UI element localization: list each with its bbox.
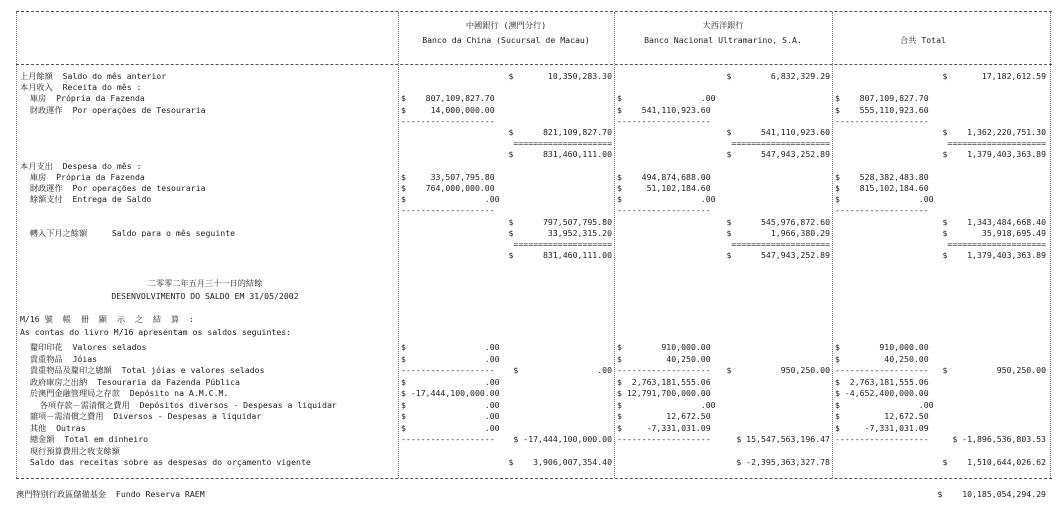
cell-boc-tot: $ 831,460,111.00: [508, 149, 612, 160]
cell-bnu-sub: $ .00: [617, 93, 716, 104]
column-divider: [398, 12, 399, 478]
row-label: 政府庫房之出納 Tesouraria da Fazenda Pública: [20, 376, 240, 387]
cell-boc-tot: $ 10,350,283.30: [508, 71, 612, 81]
cell-tot-sub: $ 2,763,181,555.06: [835, 376, 929, 387]
cell-boc-sub: -------------------: [401, 115, 495, 126]
total-header: [900, 35, 946, 45]
footer-label: 澳門特別行政區儲備基金 Fundo Reserva RAEM: [16, 489, 205, 499]
column-divider: [614, 12, 615, 478]
column-divider: [832, 12, 833, 478]
cell-bnu-sub: $ 494,874,688.00: [617, 171, 711, 182]
cell-tot-tot: ====================: [947, 239, 1046, 249]
cell-boc-tot: $ 33,952,315.20: [508, 227, 612, 238]
cell-boc-tot: $ 3,906,007,354.40: [508, 457, 612, 467]
cell-tot-tot: $ 1,362,220,751.30: [942, 127, 1046, 137]
cell-boc-tot: $ 831,460,111.00: [508, 250, 612, 261]
m16-title: M/16 號 帳 冊 顯 示 之 結 算 :: [20, 314, 194, 324]
cell-bnu-sub: $ 2,763,181,555.06: [617, 376, 711, 387]
cell-boc-sub: $ 807,109,827.70: [401, 93, 495, 104]
cell-boc-tot: ====================: [513, 239, 612, 249]
cell-bnu-sub: $ 40,250.00: [617, 353, 711, 364]
cell-bnu-sub: $ -7,331,031.09: [617, 422, 711, 433]
row-label: 本月收入 Receita do mês :: [20, 82, 142, 93]
cell-tot-sub: -------------------: [835, 365, 929, 375]
row-label: 上月餘額 Saldo do mês anterior: [20, 71, 167, 81]
cell-boc-sub: $ .00: [401, 376, 500, 387]
row-label: 雜項－需清償之費用 Diversos - Despesas a liquidar: [20, 411, 262, 421]
top-border: [16, 11, 1052, 12]
cell-bnu-sub: $ .00: [617, 194, 716, 205]
cell-bnu-sub: $ 910,000.00: [617, 342, 711, 352]
row-label: Saldo das receitas sobre as despesas do orçamento vigente: [20, 457, 311, 467]
cell-bnu-tot: $ 1,966,380.29: [726, 227, 830, 238]
bottom-border: [16, 478, 1052, 479]
cell-boc-sub: $ .00: [401, 422, 500, 433]
footer-total: $ 10,185,054,294.29: [937, 489, 1046, 499]
cell-bnu-sub: $ 51,102,184.60: [617, 183, 711, 193]
cell-tot-tot: $ 1,379,403,363.89: [942, 149, 1046, 160]
cell-tot-tot: $ 17,182,612.59: [942, 71, 1046, 81]
row-label: 庫房 Própria da Fazenda: [20, 171, 145, 182]
cell-bnu-tot: $ 541,110,923.60: [726, 127, 830, 137]
development-title-cn: 二零零二年五月三十一日的結餘: [147, 278, 263, 288]
row-label: 財政運作 Por operações de tesouraria: [20, 183, 206, 193]
row-label: 餘額支付 Entrega de Saldo: [20, 194, 152, 205]
cell-tot-sub: $ 528,382,483.80: [835, 171, 929, 182]
cell-boc-sub: $ 14,000,000.00: [401, 104, 495, 115]
development-title-pt: DESENVOLVIMENTO DO SALDO EM 31/05/2002: [111, 291, 299, 301]
row-label: 庫房 Própria da Fazenda: [20, 93, 145, 104]
cell-bnu-tot: $ 6,832,329.29: [726, 71, 830, 81]
row-label: 轉入下月之餘額 Saldo para o mês seguinte: [20, 227, 236, 238]
cell-boc-sub: -------------------: [401, 434, 495, 444]
cell-tot-sub: $ 555,110,923.60: [835, 104, 929, 115]
total-header-pt: Total: [921, 35, 946, 45]
row-label: 於澳門金融管理局之存款 Depósito na A.M.C.M.: [20, 388, 229, 398]
row-label: 釐印印花 Valores selados: [20, 342, 147, 352]
cell-bnu-tot: $ 15,547,563,196.47: [736, 434, 830, 444]
cell-boc-tot: $ .00: [513, 365, 612, 375]
cell-tot-sub: $ 910,000.00: [835, 342, 929, 352]
cell-tot-sub: $ 815,102,184.60: [835, 183, 929, 193]
cell-bnu-sub: $ 12,672.50: [617, 411, 711, 421]
boc-header-cn: 中國銀行 (澳門分行): [465, 20, 547, 30]
cell-boc-sub: $ .00: [401, 353, 500, 364]
cell-boc-tot: $ 821,109,827.70: [508, 127, 612, 137]
cell-boc-sub: -------------------: [401, 365, 495, 375]
cell-tot-sub: $ 40,250.00: [835, 353, 929, 364]
cell-tot-tot: $ 35,918,695.49: [942, 227, 1046, 238]
cell-bnu-tot: $ -2,395,363,327.78: [736, 457, 830, 467]
cell-boc-sub: $ 33,507,795.80: [401, 171, 495, 182]
cell-boc-sub: -------------------: [401, 205, 495, 216]
cell-bnu-sub: -------------------: [617, 115, 711, 126]
cell-bnu-sub: $ 541,110,923.60: [617, 104, 711, 115]
cell-boc-sub: $ .00: [401, 399, 500, 410]
column-divider: [1050, 12, 1051, 478]
cell-bnu-sub: -------------------: [617, 205, 711, 216]
cell-bnu-tot: $ 545,976,872.60: [726, 216, 830, 227]
cell-boc-sub: $ .00: [401, 194, 500, 205]
cell-boc-sub: $ -17,444,100,000.00: [401, 388, 500, 398]
row-label: 本月支出 Despesa do mês :: [20, 160, 142, 171]
cell-bnu-tot: $ 547,943,252.89: [726, 250, 830, 261]
cell-tot-sub: -------------------: [835, 205, 929, 216]
cell-tot-sub: $ -7,331,031.09: [835, 422, 929, 433]
bnu-header-pt: Banco Nacional Ultramarino, S.A.: [644, 35, 802, 45]
cell-boc-tot: $ -17,444,100,000.00: [513, 434, 612, 444]
row-label: 其他 Outras: [20, 422, 86, 433]
cell-bnu-tot: $ 950,250.00: [726, 365, 830, 375]
cell-tot-tot: $ 1,510,644,026.62: [942, 457, 1046, 467]
header-divider: [16, 64, 1052, 65]
cell-boc-sub: $ .00: [401, 342, 500, 352]
cell-tot-tot: $ -1,896,536,803.53: [952, 434, 1046, 444]
cell-bnu-sub: -------------------: [617, 365, 711, 375]
row-label: 財政運作 Por operações de Tesouraria: [20, 104, 206, 115]
cell-bnu-sub: -------------------: [617, 434, 711, 444]
cell-boc-tot: ====================: [513, 138, 612, 149]
cell-tot-sub: $ -4,652,400,000.00: [835, 388, 929, 398]
row-label: 貴重物品 Jóias: [20, 353, 98, 364]
row-label: 現行預算費用之收支餘額: [20, 445, 120, 456]
cell-bnu-tot: ====================: [731, 239, 830, 249]
row-label: 總金額 Total em dinheiro: [20, 434, 149, 444]
cell-bnu-sub: $ 12,791,700,000.00: [617, 388, 711, 398]
cell-tot-sub: $ .00: [835, 194, 934, 205]
cell-tot-sub: -------------------: [835, 115, 929, 126]
cell-tot-tot: $ 950,250.00: [942, 365, 1046, 375]
boc-header-pt: Banco da China (Sucursal de Macau): [422, 35, 590, 45]
cell-bnu-tot: ====================: [731, 138, 830, 149]
cell-tot-sub: -------------------: [835, 434, 929, 444]
bnu-header-cn: 大西洋銀行: [702, 20, 744, 30]
cell-tot-tot: $ 1,343,484,668.40: [942, 216, 1046, 227]
cell-bnu-tot: $ 547,943,252.89: [726, 149, 830, 160]
cell-tot-sub: $ 12,672.50: [835, 411, 929, 421]
cell-bnu-sub: $ .00: [617, 399, 716, 410]
cell-boc-sub: $ .00: [401, 411, 500, 421]
row-label: 各項存款－需清償之費用 Depósitos diversos - Despesas a liquidar: [20, 399, 337, 410]
cell-tot-tot: $ 1,379,403,363.89: [942, 250, 1046, 261]
column-divider: [16, 12, 17, 478]
cell-tot-sub: $ .00: [835, 399, 934, 410]
m16-intro: As contas do livro M/16 apresentam os saldos seguintes:: [20, 327, 292, 337]
cell-tot-tot: ====================: [947, 138, 1046, 149]
total-header-cn: 合共: [900, 35, 917, 45]
cell-boc-sub: $ 764,000,000.00: [401, 183, 495, 193]
cell-boc-tot: $ 797,507,795.80: [508, 216, 612, 227]
row-label: 貴重物品及釐印之總額 Total jóias e valores selados: [20, 365, 265, 375]
cell-tot-sub: $ 807,109,827.70: [835, 93, 929, 104]
